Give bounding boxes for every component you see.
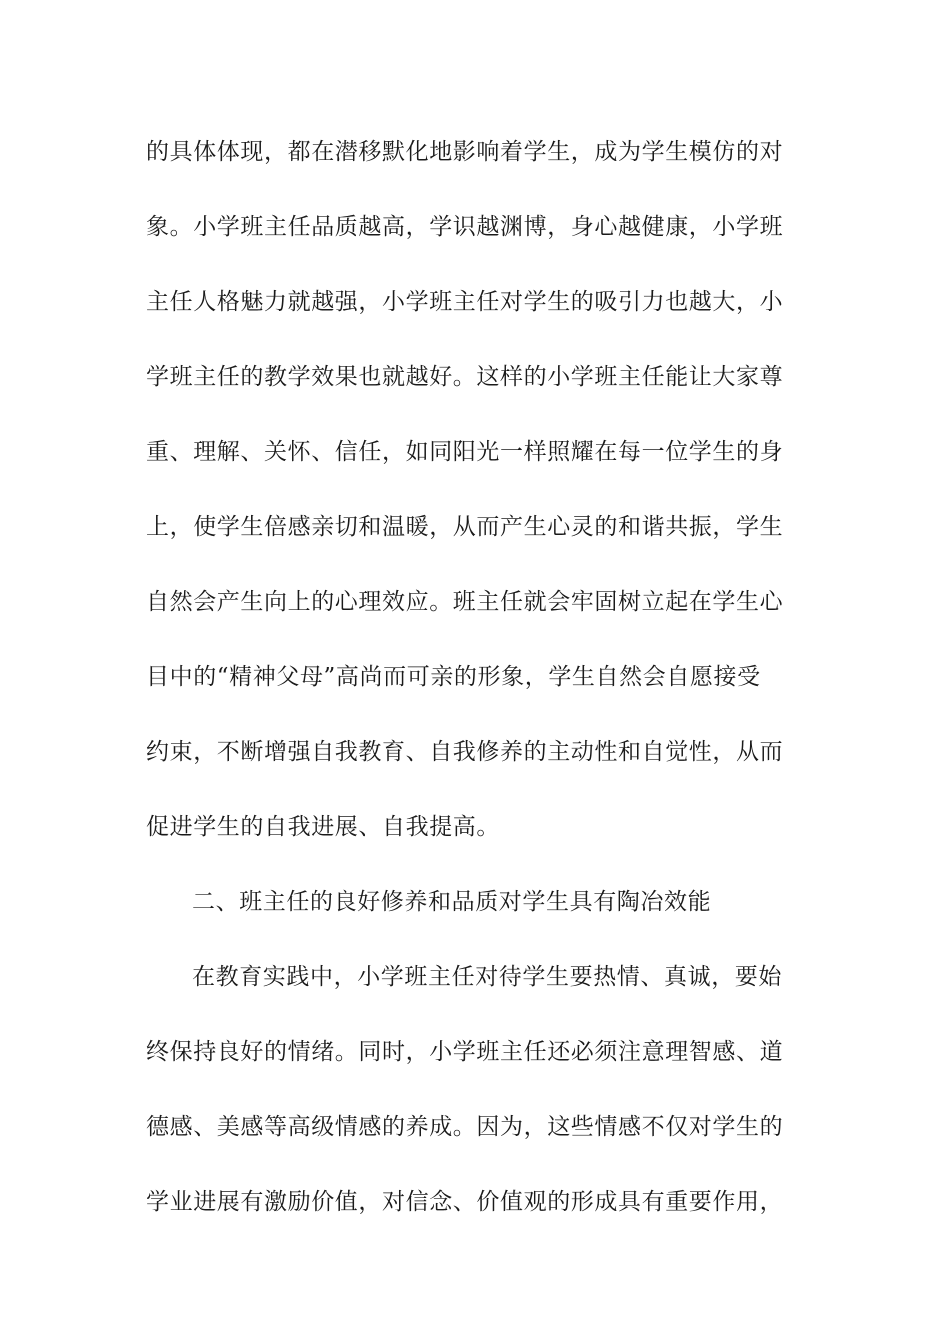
text-line: 目中的“精神父母”高尚而可亲的形象，学生自然会自愿接受 <box>146 664 761 690</box>
text-line: 终保持良好的情绪。同时，小学班主任还必须注意理智感、道 <box>146 1039 784 1065</box>
text-line: 自然会产生向上的心理效应。班主任就会牢固树立起在学生心 <box>146 589 784 615</box>
text-line: 学班主任的教学效果也就越好。这样的小学班主任能让大家尊 <box>146 364 784 390</box>
text-line: 学业进展有激励价值，对信念、价值观的形成具有重要作用， <box>146 1189 784 1215</box>
text-line: 促进学生的自我进展、自我提高。 <box>146 814 500 840</box>
text-line: 象。小学班主任品质越高，学识越渊博，身心越健康，小学班 <box>146 214 784 240</box>
text-line: 主任人格魅力就越强，小学班主任对学生的吸引力也越大，小 <box>146 289 784 315</box>
body-text <box>146 128 796 1253</box>
text-line: 在教育实践中，小学班主任对待学生要热情、真诚，要始 <box>192 964 782 990</box>
text-line: 重、理解、关怀、信任，如同阳光一样照耀在每一位学生的身 <box>146 439 784 465</box>
text-line: 上，使学生倍感亲切和温暖，从而产生心灵的和谐共振，学生 <box>146 514 784 540</box>
text-line: 约束，不断增强自我教育、自我修养的主动性和自觉性，从而 <box>146 739 784 765</box>
section-heading: 二、班主任的良好修养和品质对学生具有陶冶效能 <box>192 889 712 915</box>
text-line: 德感、美感等高级情感的养成。因为，这些情感不仅对学生的 <box>146 1114 784 1140</box>
text-line: 的具体体现，都在潜移默化地影响着学生，成为学生模仿的对 <box>146 139 784 165</box>
